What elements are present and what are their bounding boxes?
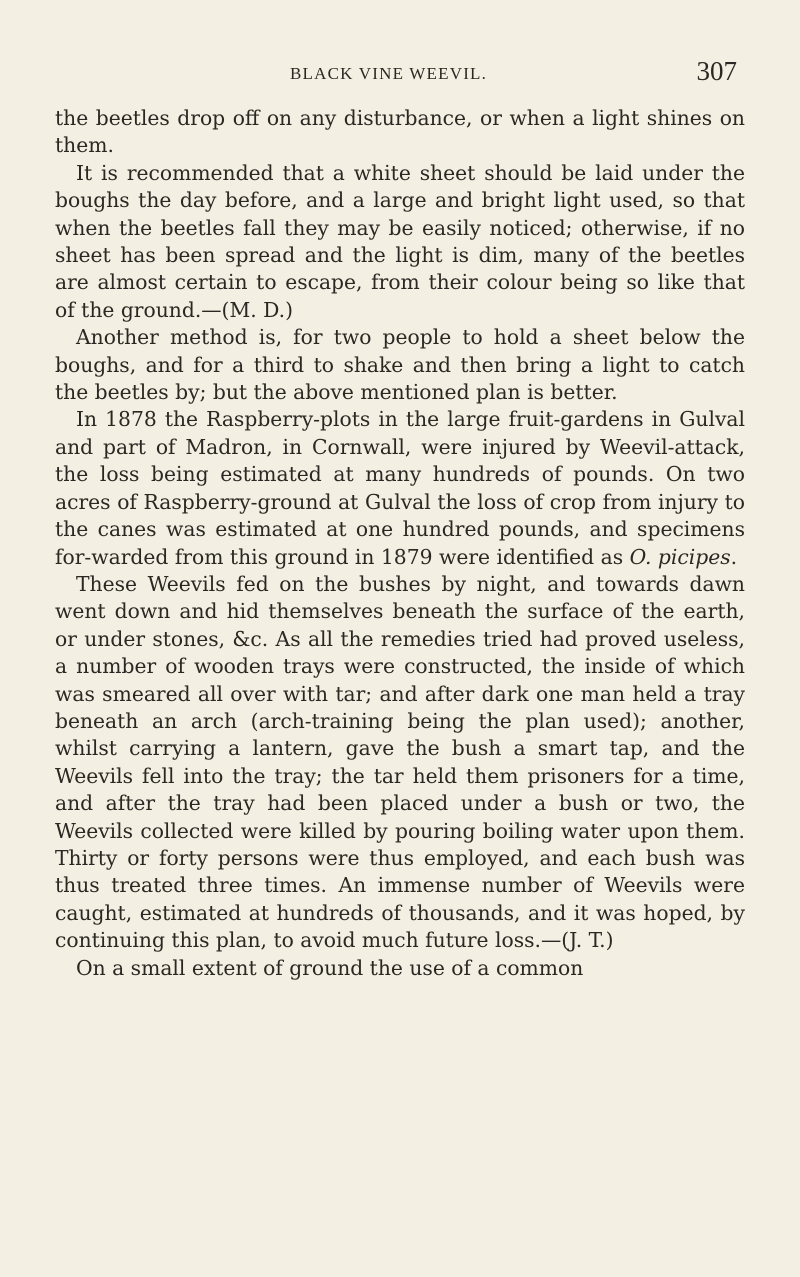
body-text bbox=[55, 105, 745, 982]
paragraph-3: Another method is, for two people to hold a sheet below the boughs, and for a third to shake and then bring a light to catch the beetles by; but the above mentioned plan is better. bbox=[55, 325, 745, 405]
paragraph-6: On a small extent of ground the use of a common bbox=[76, 955, 584, 980]
running-title: BLACK VINE WEEVIL. bbox=[290, 64, 488, 83]
page-header bbox=[0, 56, 800, 92]
species-name: O. picipes bbox=[629, 544, 731, 569]
paragraph-1: the beetles drop off on any disturbance, or when a light shines on them. bbox=[55, 106, 745, 158]
paragraph-4-end: . bbox=[730, 544, 738, 569]
page-number: 307 bbox=[696, 56, 737, 86]
paragraph-4 bbox=[55, 406, 745, 570]
paragraph-4-text: In 1878 the Raspberry-plots in the large fruit-gardens in Gulval and part of Madron, in Cornwall, were injured by Weevil-attack, the loss being estimated at many hundreds of pounds. On two acres of Raspberry-ground at Gulval the loss of crop from injury to the canes was estimated at one hundred pounds, and specimens for-warded from this ground in 1879 were identified as bbox=[55, 407, 745, 569]
paragraph-5: These Weevils fed on the bushes by night, and towards dawn went down and hid themselves beneath the surface of the earth, or under stones, &c. As all the remedies tried had proved useless, a number of wooden trays were constructed, the inside of which was smeared all over with tar; and after dark one man held a tray beneath an arch (arch-training being the plan used); another, whilst carrying a lantern, gave the bush a smart tap, and the Weevils fell into the tray; the tar held them prisoners for a time, and after the tray had been placed under a bush or two, the Weevils collected were killed by pouring boiling water upon them. Thirty or forty persons were thus employed, and each bush was thus treated three times. An immense number of Weevils were caught, estimated at hundreds of thousands, and it was hoped, by continuing this plan, to avoid much future loss.—(J. T.) bbox=[55, 571, 745, 953]
paragraph-2: It is recommended that a white sheet should be laid under the boughs the day before, and a large and bright light used, so that when the beetles fall they may be easily noticed; otherwise, if no sheet has been spread and the light is dim, many of the beetles are almost certain to escape, from their colour being so like that of the ground.—(M. D.) bbox=[55, 160, 745, 322]
